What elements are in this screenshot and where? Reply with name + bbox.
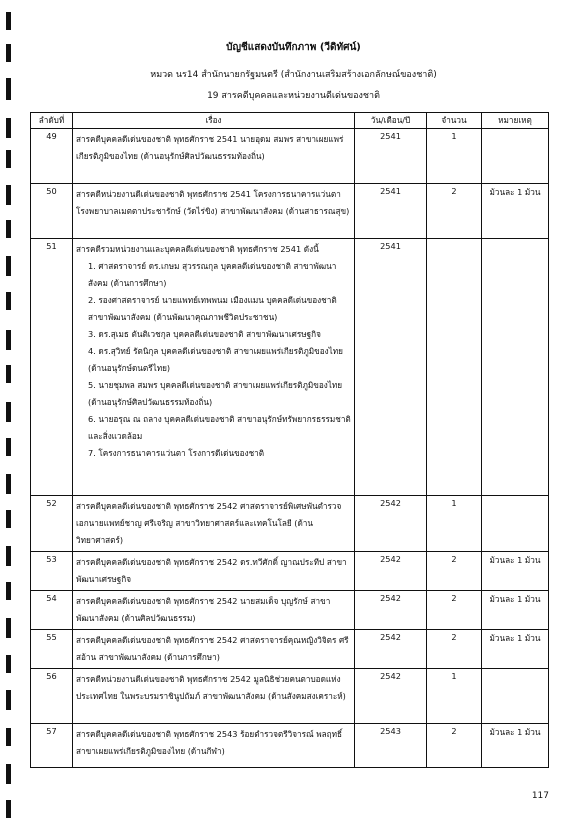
sub-list-item: 2. รองศาสตราจารย์ นายแพทย์เทพพนม เมืองแมน บุคคลดีเด่นของชาติ สาขาพัฒนาสังคม (ด้านพัฒนาคุณภาพชีวิตประชาชน) xyxy=(88,295,337,322)
page-number: 117 xyxy=(531,791,549,801)
binder-mark xyxy=(6,690,11,710)
binder-mark xyxy=(6,402,11,422)
binder-mark xyxy=(6,150,11,168)
sub-list-item: 7. โครงการธนาคารแว่นตา โรงการดีเด่นของชาติ xyxy=(88,448,265,458)
table-row xyxy=(31,669,549,724)
row-remark xyxy=(482,239,549,496)
row-subject-group xyxy=(73,239,355,496)
row-no: 56 xyxy=(31,669,73,724)
binder-mark xyxy=(6,728,11,746)
row-remark: ม้วนละ 1 ม้วน xyxy=(482,184,549,239)
row-subject: สารคดีบุคคลดีเด่นของชาติ พุทธศักราช 2542 ศาสตราจารย์พิเศษพันตำรวจเอกนายแพทย์ชาญ ศรีเจริญ สาขาวิทยาศาสตร์และเทคโนโลยี (ด้านวิทยาศาสตร์) xyxy=(73,496,355,552)
binder-mark xyxy=(6,118,11,138)
row-date: 2542 xyxy=(355,630,427,669)
document-title: บัญชีแสดงบันทึกภาพ (วีดิทัศน์) xyxy=(226,42,361,53)
row-count: 1 xyxy=(427,496,482,552)
row-date: 2541 xyxy=(355,184,427,239)
row-subject: สารคดีหน่วยงานดีเด่นของชาติ พุทธศักราช 2541 โครงการธนาคารแว่นตา โรงพยาบาลเมตตาประชารักษ์ (วัดไร่ขิง) สาขาพัฒนาสังคม (ด้านสาธารณสุข) xyxy=(73,184,355,239)
row-subject: สารคดีบุคคลดีเด่นของชาติ พุทธศักราช 2542 ดร.ทวีศักดิ์ ญาณประทีป สาขาพัฒนาเศรษฐกิจ xyxy=(73,552,355,591)
row-subject: สารคดีหน่วยงานดีเด่นของชาติ พุทธศักราช 2542 มูลนิธิช่วยคนตาบอดแห่งประเทศไทย ในพระบรมราชินูปถัมภ์ สาขาพัฒนาสังคม (ด้านสังคมสงเคราะห์) xyxy=(73,669,355,724)
row-subject: สารคดีบุคคลดีเด่นของชาติ พุทธศักราช 2542 ศาสตราจารย์คุณหญิงวิจิตร ศรีสอ้าน สาขาพัฒนาสังคม (ด้านการศึกษา) xyxy=(73,630,355,669)
row-count xyxy=(427,239,482,496)
row-count: 2 xyxy=(427,184,482,239)
row-date: 2542 xyxy=(355,496,427,552)
table-row xyxy=(31,591,549,630)
binder-mark xyxy=(6,582,11,600)
table-row xyxy=(31,129,549,184)
header-remark: หมายเหตุ xyxy=(482,113,549,129)
row-remark: ม้วนละ 1 ม้วน xyxy=(482,552,549,591)
binder-mark xyxy=(6,800,11,818)
table-row xyxy=(31,724,549,768)
table-row xyxy=(31,496,549,552)
sub-list-item: 6. นายอรุณ ณ ถลาง บุคคลดีเด่นของชาติ สาขาอนุรักษ์ทรัพยากรธรรมชาติและสิ่งแวดล้อม xyxy=(88,414,351,441)
row-no: 50 xyxy=(31,184,73,239)
sub-list-item: 4. ดร.สุวิทย์ รัตนิกุล บุคคลดีเด่นของชาติ สาขาเผยแพร่เกียรติภูมิของไทย (ด้านอนุรักษ์ดนตรีไทย) xyxy=(88,346,343,373)
row-remark: ม้วนละ 1 ม้วน xyxy=(482,630,549,669)
binder-mark xyxy=(6,185,11,205)
document-subtitle-category: หมวด นร14 สำนักนายกรัฐมนตรี (สำนักงานเสริมสร้างเอกลักษณ์ของชาติ) xyxy=(150,70,437,80)
row-no: 57 xyxy=(31,724,73,768)
row-no: 55 xyxy=(31,630,73,669)
sub-list-item: 5. นายชุมพล สมพร บุคคลดีเด่นของชาติ สาขาเผยแพร่เกียรติภูมิของไทย (ด้านอนุรักษ์ศิลปวัฒนธรรมท้องถิ่น) xyxy=(88,380,343,407)
row-remark xyxy=(482,669,549,724)
row-no: 49 xyxy=(31,129,73,184)
row-no: 53 xyxy=(31,552,73,591)
row-remark xyxy=(482,496,549,552)
binder-mark xyxy=(6,292,11,310)
table-header-row xyxy=(31,113,549,129)
row-date: 2542 xyxy=(355,591,427,630)
row-no: 51 xyxy=(31,239,73,496)
row-subject: สารคดีรวมหน่วยงานและบุคคลดีเด่นของชาติ พุทธศักราช 2541 ดังนี้ xyxy=(76,244,319,254)
row-no: 52 xyxy=(31,496,73,552)
row-remark: ม้วนละ 1 ม้วน xyxy=(482,724,549,768)
header-date: วัน/เดือน/ปี xyxy=(355,113,427,129)
row-date: 2543 xyxy=(355,724,427,768)
binder-mark xyxy=(6,365,11,383)
binder-mark xyxy=(6,256,11,276)
binder-mark xyxy=(6,510,11,528)
row-date: 2541 xyxy=(355,239,427,496)
binder-mark xyxy=(6,438,11,456)
row-count: 2 xyxy=(427,552,482,591)
row-no: 54 xyxy=(31,591,73,630)
binder-mark xyxy=(6,474,11,494)
record-table xyxy=(30,112,549,768)
row-count: 2 xyxy=(427,724,482,768)
binder-mark xyxy=(6,618,11,638)
row-remark xyxy=(482,129,549,184)
row-subject: สารคดีบุคคลดีเด่นของชาติ พุทธศักราช 2542 นายสมเด็จ บุญรักษ์ สาขาพัฒนาสังคม (ด้านศิลปวัฒนธรรม) xyxy=(73,591,355,630)
row-remark: ม้วนละ 1 ม้วน xyxy=(482,591,549,630)
table-row xyxy=(31,552,549,591)
binder-mark xyxy=(6,12,11,30)
row-date: 2542 xyxy=(355,669,427,724)
document-subtitle-series: 19 สารคดีบุคคลและหน่วยงานดีเด่นของชาติ xyxy=(207,91,380,101)
header-count: จำนวน xyxy=(427,113,482,129)
row-count: 1 xyxy=(427,669,482,724)
sub-list-item: 1. ศาสตราจารย์ ดร.เกษม สุวรรณกุล บุคคลดีเด่นของชาติ สาขาพัฒนาสังคม (ด้านการศึกษา) xyxy=(88,261,337,288)
sub-list-item: 3. ดร.สุเมธ ตันติเวชกุล บุคคลดีเด่นของชาติ สาขาพัฒนาเศรษฐกิจ xyxy=(88,329,321,339)
binder-mark xyxy=(6,764,11,784)
binder-mark xyxy=(6,655,11,673)
table-row xyxy=(31,630,549,669)
header-no: ลำดับที่ xyxy=(31,113,73,129)
binder-mark xyxy=(6,546,11,566)
row-count: 2 xyxy=(427,591,482,630)
binder-mark xyxy=(6,330,11,350)
row-date: 2541 xyxy=(355,129,427,184)
row-subject: สารคดีบุคคลดีเด่นของชาติ พุทธศักราช 2543 ร้อยตำรวจตรีวิจารณ์ พลฤทธิ์ สาขาเผยแพร่เกียรติภูมิของไทย (ด้านกีฬา) xyxy=(73,724,355,768)
binder-mark xyxy=(6,220,11,238)
row-subject: สารคดีบุคคลดีเด่นของชาติ พุทธศักราช 2541 นายอุดม สมพร สาขาเผยแพร่เกียรติภูมิของไทย (ด้านอนุรักษ์ศิลปวัฒนธรรมท้องถิ่น) xyxy=(73,129,355,184)
table-row xyxy=(31,239,549,496)
table-row xyxy=(31,184,549,239)
row-count: 2 xyxy=(427,630,482,669)
row-date: 2542 xyxy=(355,552,427,591)
header-subject: เรื่อง xyxy=(73,113,355,129)
row-count: 1 xyxy=(427,129,482,184)
